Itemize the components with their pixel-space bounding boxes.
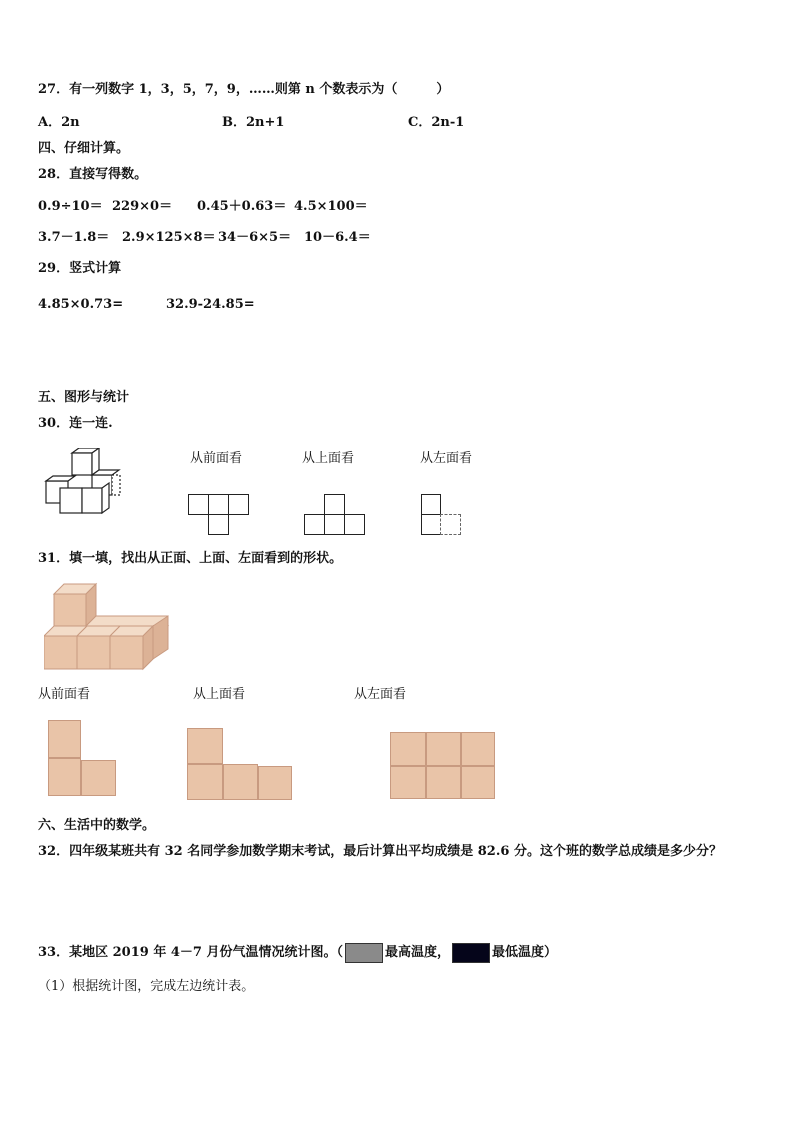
q33-legend-high: 最高温度， <box>384 945 450 960</box>
q27-option-b: B．2n+1 <box>222 115 285 130</box>
section-4-title: 四、仔细计算。 <box>38 141 130 156</box>
q28-r1-c4: 4.5×100＝ <box>294 199 368 214</box>
q31-label-top: 从上面看 <box>193 687 246 702</box>
q30-label-left: 从左面看 <box>420 451 473 466</box>
q30-view-shape-3[interactable] <box>421 494 465 538</box>
q27-option-c: C．2n-1 <box>408 115 465 130</box>
q28-r1-c1: 0.9÷10＝ <box>38 199 103 214</box>
q29-item-1: 4.85×0.73= <box>38 297 124 312</box>
q30-view-shape-1[interactable] <box>188 494 250 538</box>
legend-high-swatch <box>345 943 383 963</box>
q29-stem: 29．竖式计算 <box>38 261 122 276</box>
q33-stem <box>38 941 557 965</box>
section-6-title: 六、生活中的数学。 <box>38 818 156 833</box>
q28-r2-c2: 2.9×125×8＝ <box>122 230 216 245</box>
q28-r2-c4: 10－6.4＝ <box>304 230 371 245</box>
q31-view-front <box>48 720 118 798</box>
q31-view-left <box>390 732 496 800</box>
q28-r1-c2: 229×0＝ <box>112 199 173 214</box>
q31-block-figure <box>44 580 170 672</box>
q30-view-shape-2[interactable] <box>304 494 366 538</box>
section-5-title: 五、图形与统计 <box>38 390 130 405</box>
q30-stem: 30．连一连. <box>38 416 113 431</box>
q27-stem: 27．有一列数字 1，3，5，7，9，……则第 n 个数表示为（ ） <box>38 82 450 97</box>
q30-block-figure <box>42 448 124 518</box>
q28-r2-c1: 3.7－1.8＝ <box>38 230 110 245</box>
q33-sub1: （1）根据统计图，完成左边统计表。 <box>38 979 255 994</box>
q31-label-front: 从前面看 <box>38 687 91 702</box>
q30-label-front: 从前面看 <box>190 451 243 466</box>
q28-r1-c3: 0.45＋0.63＝ <box>197 199 287 214</box>
q29-item-2: 32.9-24.85= <box>166 297 255 312</box>
q33-stem-prefix: 33．某地区 2019 年 4－7 月份气温情况统计图。（ <box>38 945 343 960</box>
q33-legend-low: 最低温度） <box>491 945 557 960</box>
legend-low-swatch <box>452 943 490 963</box>
q28-r2-c3: 34－6×5＝ <box>218 230 292 245</box>
q31-stem: 31．填一填，找出从正面、上面、左面看到的形状。 <box>38 551 343 566</box>
q27-option-a: A．2n <box>38 115 80 130</box>
q30-label-top: 从上面看 <box>302 451 355 466</box>
q32-stem: 32．四年级某班共有 32 名同学参加数学期末考试，最后计算出平均成绩是 82.6 分。这个班的数学总成绩是多少分？ <box>38 844 722 859</box>
q28-stem: 28．直接写得数。 <box>38 167 148 182</box>
q31-label-left: 从左面看 <box>354 687 407 702</box>
q31-view-top <box>187 728 293 800</box>
